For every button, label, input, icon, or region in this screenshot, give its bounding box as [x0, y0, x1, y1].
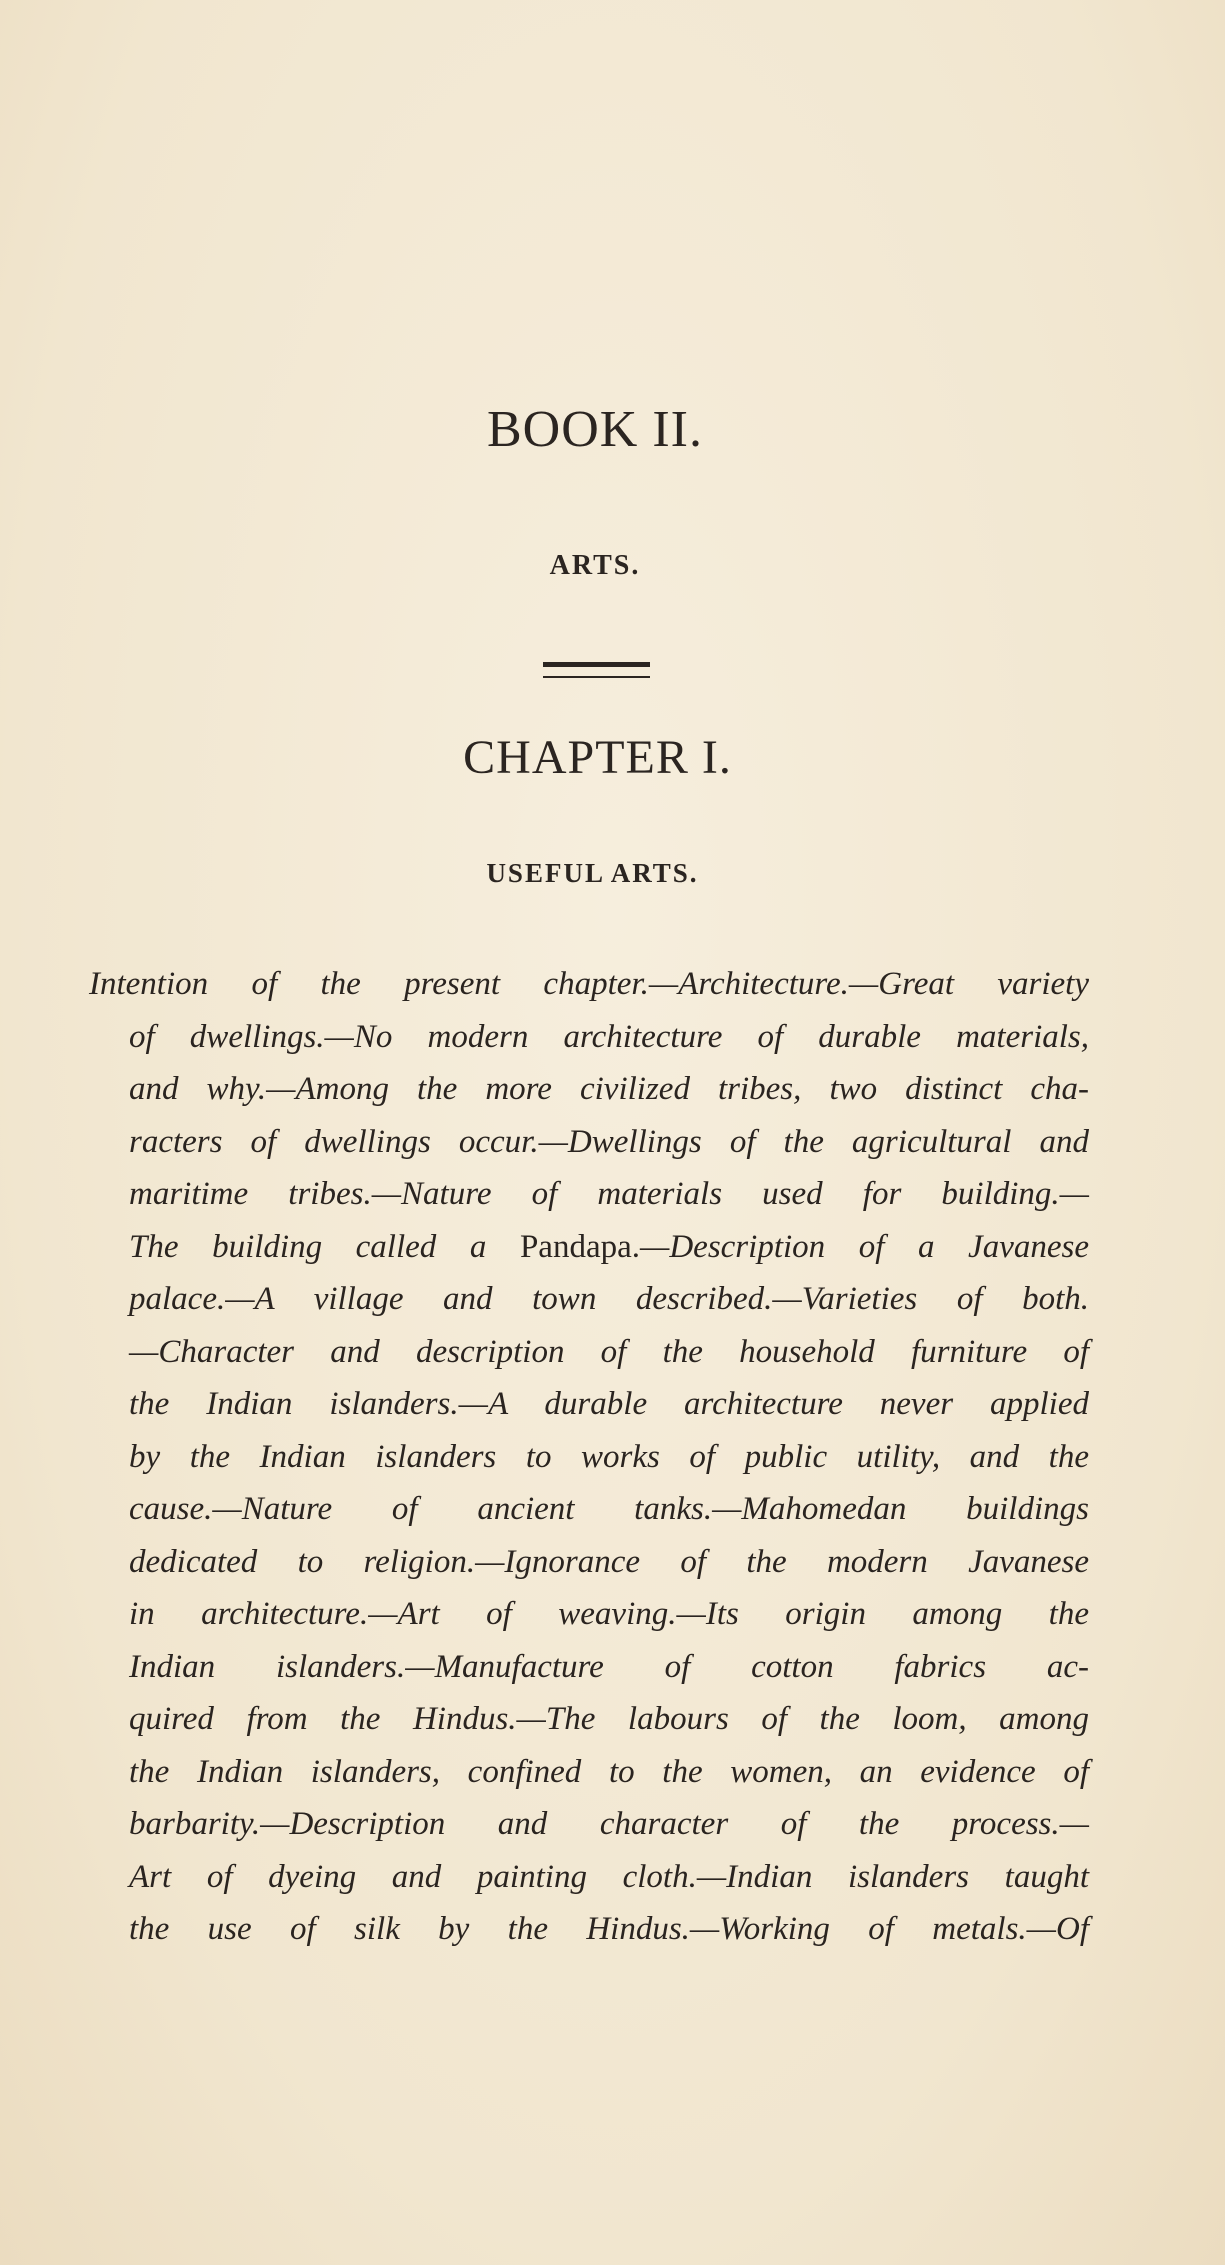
summary-line: quired from the Hindus.—The labours of the loom, among: [129, 1701, 1089, 1737]
summary-line-roman: Pandapa.: [519, 1228, 640, 1265]
summary-line: the Indian islanders.—A durable architecture never applied: [129, 1386, 1089, 1422]
summary-line: racters of dwellings occur.—Dwellings of the agricultural and: [129, 1123, 1089, 1160]
summary-line: dedicated to religion.—Ignorance of the modern Javanese: [129, 1543, 1089, 1580]
summary-line: palace.—A village and town described.—Varieties of both.: [129, 1281, 1089, 1317]
summary-line: barbarity.—Description and character of the process.—: [129, 1806, 1089, 1842]
summary-line: in architecture.—Art of weaving.—Its origin among the: [129, 1596, 1089, 1632]
summary-line: Intention of the present chapter.—Architecture.—Great variety: [89, 966, 1089, 1002]
chapter-summary: [89, 958, 1089, 1956]
summary-line-mixed: [89, 1221, 1089, 1274]
summary-line: of dwellings.—No modern architecture of durable materials,: [129, 1018, 1089, 1055]
summary-line: Indian islanders.—Manufacture of cotton fabrics ac-: [129, 1648, 1089, 1685]
part-title: ARTS.: [549, 550, 641, 581]
chapter-title: CHAPTER I.: [463, 731, 732, 784]
summary-line: maritime tribes.—Nature of materials used for building.—: [129, 1176, 1089, 1212]
summary-line: cause.—Nature of ancient tanks.—Mahomedan buildings: [129, 1491, 1089, 1527]
summary-line: Art of dyeing and painting cloth.—Indian islanders taught: [129, 1858, 1089, 1895]
summary-line-italic: The building called a: [129, 1228, 520, 1265]
summary-line-italic-tail: —Description of a Javanese: [640, 1228, 1089, 1265]
divider-rule-thin: [543, 676, 650, 678]
summary-line: and why.—Among the more civilized tribes, two distinct cha-: [129, 1071, 1089, 1107]
section-title: USEFUL ARTS.: [486, 858, 699, 888]
book-title: BOOK II.: [487, 401, 703, 458]
summary-line: the Indian islanders, confined to the women, an evidence of: [129, 1753, 1089, 1790]
divider-rule-thick: [543, 662, 650, 667]
summary-line: —Character and description of the household furniture of: [129, 1333, 1089, 1370]
summary-line: the use of silk by the Hindus.—Working of metals.—Of: [129, 1911, 1089, 1947]
summary-line: by the Indian islanders to works of public utility, and the: [129, 1438, 1089, 1475]
